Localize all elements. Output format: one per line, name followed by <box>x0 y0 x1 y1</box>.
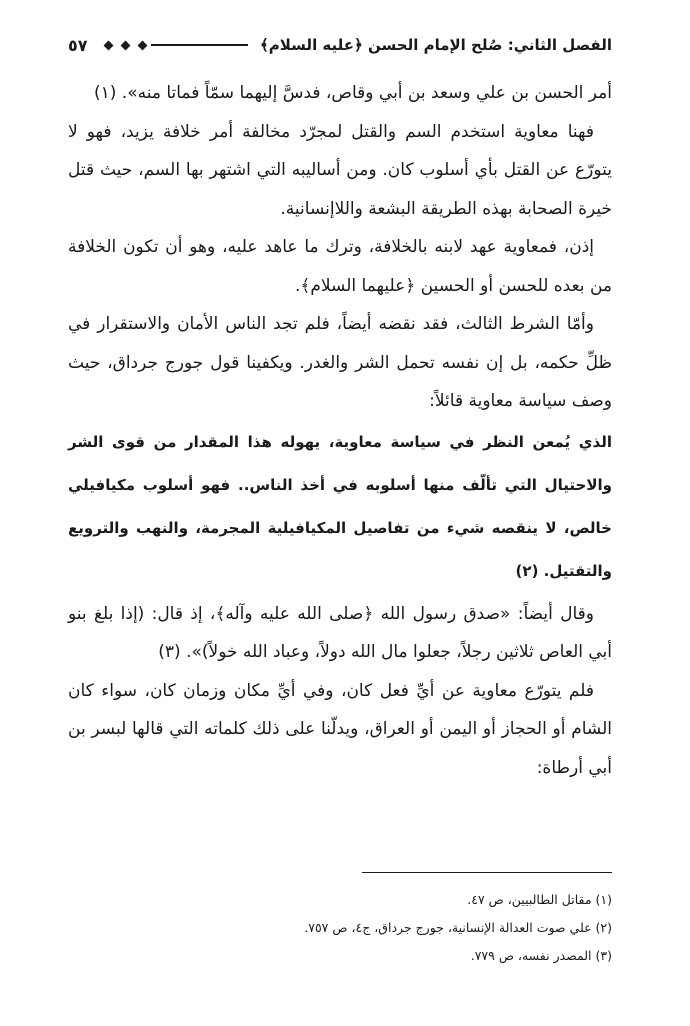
paragraph-hadith: وقال أيضاً: «صدق رسول الله ﴿صلى الله عليه وآله﴾، إذ قال: (إذا بلغ بنو أبي العاص ثلاثين رجلاً، جعلوا مال الله دولاً، وعباد الله خولاً)». (٣) <box>68 603 612 662</box>
page-number: ٥٧ <box>68 35 88 55</box>
running-title: الفصل الثاني: صُلح الإمام الحسن ﴿عليه السلام﴾ <box>260 36 612 54</box>
block-quote-jordac: الذي يُمعن النظر في سياسة معاوية، يهوله هذا المقدار من قوى الشر والاحتيال التي تألّف منها أسلوبه في أخذ الناس.. فهو أسلوب مكيافيلي خالص، لا ينقصه شيء من تفاصيل المكيافيلية المجرمة، والنهب والترويع والتقتيل. (٢) <box>68 432 612 580</box>
paragraph-succession: إذن، فمعاوية عهد لابنه بالخلافة، وترك ما عاهد عليه، وهو أن تكون الخلافة من بعده للحسن أو الحسين ﴿عليهما السلام﴾. <box>68 237 612 296</box>
paragraph-busr: فلم يتورّع معاوية عن أيِّ فعل كان، وفي أيِّ مكان وزمان كان، سواء كان الشام أو الحجاز أو اليمن أو العراق، ويدلّنا على ذلك كلماته التي قالها لبسر بن أبي أرطاة: <box>68 680 612 778</box>
paragraph-continued: أمر الحسن بن علي وسعد بن أبي وقاص، فدسَّ إليهما سمّاً فماتا منه». (١) <box>93 83 612 103</box>
footnote-1: (١) مقاتل الطالبيين، ص ٤٧. <box>467 892 612 907</box>
footnote-separator <box>362 872 612 873</box>
ornament-diamond-icon <box>103 40 113 50</box>
paragraph-poison: فهنا معاوية استخدم السم والقتل لمجرّد مخالفة أمر خلافة يزيد، فهو لا يتورّع عن القتل بأي أسلوب كان. ومن أساليبه التي اشتهر بها السم، حيث قتل خيرة الصحابة بهذه الطريقة البشعة واللاإنسانية. <box>68 121 612 219</box>
footnote-3: (٣) المصدر نفسه، ص ٧٧٩. <box>470 948 612 963</box>
ornament-diamond-icon <box>120 40 130 50</box>
paragraph-third-condition: وأمّا الشرط الثالث، فقد نقضه أيضاً، فلم تجد الناس الأمان والاستقرار في ظلِّ حكمه، بل إن نفسه تحمل الشر والغدر. ويكفينا قول جورج جرداق، حيث وصف سياسة معاوية قائلاً: <box>68 314 612 411</box>
ornament-diamond-icon <box>137 40 147 50</box>
header-ornament <box>100 42 248 49</box>
footnote-2: (٢) علي صوت العدالة الإنسانية، جورج جرداق، ج٤، ص ٧٥٧. <box>304 920 612 935</box>
page-header <box>68 28 612 62</box>
footnotes <box>68 886 612 970</box>
body-text <box>68 74 612 787</box>
ornament-rule <box>151 44 248 46</box>
